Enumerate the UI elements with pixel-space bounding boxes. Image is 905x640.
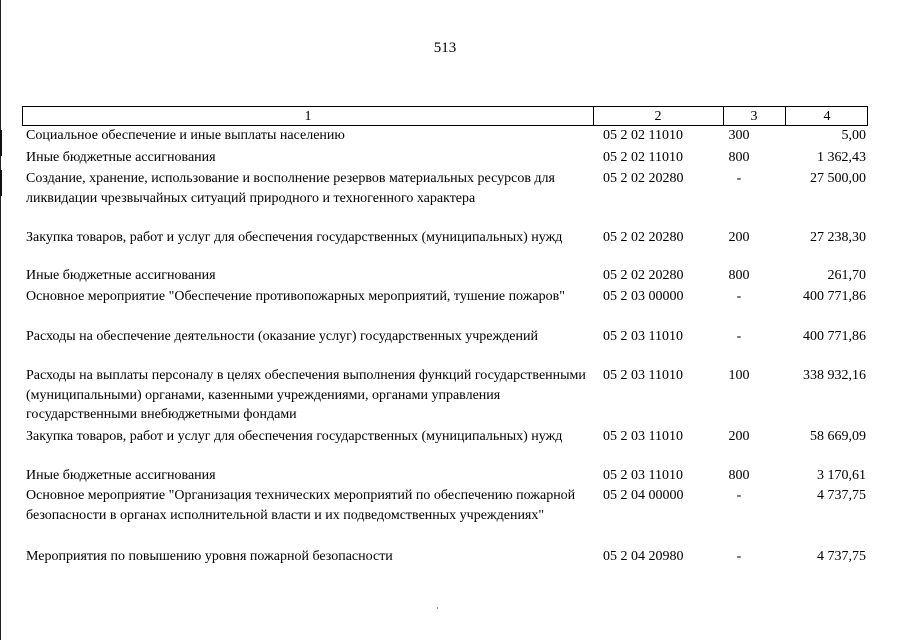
row-code: 05 2 02 20280 (603, 171, 684, 186)
page-number: 513 (433, 40, 457, 56)
row-type: 200 (728, 230, 750, 245)
row-name: Мероприятия по повышению уровня пожарной безопасности (26, 549, 393, 564)
row-name: Иные бюджетные ассигнования (26, 468, 216, 483)
row-code: 05 2 02 11010 (603, 150, 683, 165)
row-value: 3 170,61 (817, 468, 866, 483)
scan-mark (0, 130, 2, 156)
scan-speck (437, 607, 438, 609)
row-type: 300 (728, 128, 750, 143)
row-code: 05 2 03 11010 (603, 329, 683, 344)
row-type: - (736, 488, 742, 503)
row-type: - (736, 171, 742, 186)
table-header (22, 106, 868, 126)
row-value: 400 771,86 (803, 289, 866, 304)
row-value: 27 238,30 (810, 230, 866, 245)
row-code: 05 2 02 11010 (603, 128, 683, 143)
row-name: Иные бюджетные ассигнования (26, 150, 216, 165)
header-col-4: 4 (823, 109, 831, 124)
row-value: 1 362,43 (817, 150, 866, 165)
row-value: 5,00 (841, 128, 866, 143)
row-code: 05 2 04 20980 (603, 549, 684, 564)
row-type: 200 (728, 429, 750, 444)
row-code: 05 2 02 20280 (603, 268, 684, 283)
row-type: - (736, 289, 742, 304)
row-value: 261,70 (827, 268, 866, 283)
scan-edge (0, 0, 1, 640)
row-name: Расходы на обеспечение деятельности (оказание услуг) государственных учреждений (26, 329, 538, 344)
row-type: 800 (728, 468, 750, 483)
row-code: 05 2 02 20280 (603, 230, 684, 245)
row-type: 800 (728, 268, 750, 283)
header-col-1: 1 (23, 107, 594, 125)
row-code: 05 2 03 11010 (603, 429, 683, 444)
row-name: Основное мероприятие "Обеспечение противопожарных мероприятий, тушение пожаров" (26, 289, 565, 304)
row-name: Основное мероприятие "Организация технических мероприятий по обеспечению пожарной безопасности в органах исполнительной власти и их подведомственных учреждениях" (26, 488, 576, 523)
row-name: Создание, хранение, использование и восполнение резервов материальных ресурсов для ликвидации чрезвычайных ситуаций природного и техногенного характера (26, 171, 555, 206)
row-value: 4 737,75 (817, 488, 866, 503)
row-value: 4 737,75 (817, 549, 866, 564)
header-col-3: 3 (723, 107, 786, 125)
row-name: Закупка товаров, работ и услуг для обеспечения государственных (муниципальных) нужд (26, 230, 563, 245)
row-value: 27 500,00 (810, 171, 866, 186)
row-name: Закупка товаров, работ и услуг для обеспечения государственных (муниципальных) нужд (26, 429, 563, 444)
row-code: 05 2 03 00000 (603, 289, 684, 304)
row-value: 400 771,86 (803, 329, 866, 344)
scan-mark (0, 170, 2, 196)
row-type: 800 (728, 150, 750, 165)
header-col-2: 2 (593, 107, 724, 125)
row-type: - (736, 549, 742, 564)
row-value: 338 932,16 (803, 368, 866, 383)
row-code: 05 2 03 11010 (603, 368, 683, 383)
row-code: 05 2 03 11010 (603, 468, 683, 483)
row-name: Расходы на выплаты персоналу в целях обеспечения выполнения функций государственными (муниципальными) органами, казенными учреждениями, органами управления государственными внебюджетными фондами (26, 368, 586, 422)
row-type: 100 (728, 368, 750, 383)
row-code: 05 2 04 00000 (603, 488, 684, 503)
row-value: 58 669,09 (810, 429, 866, 444)
row-type: - (736, 329, 742, 344)
row-name: Социальное обеспечение и иные выплаты населению (26, 128, 345, 143)
row-name: Иные бюджетные ассигнования (26, 268, 216, 283)
